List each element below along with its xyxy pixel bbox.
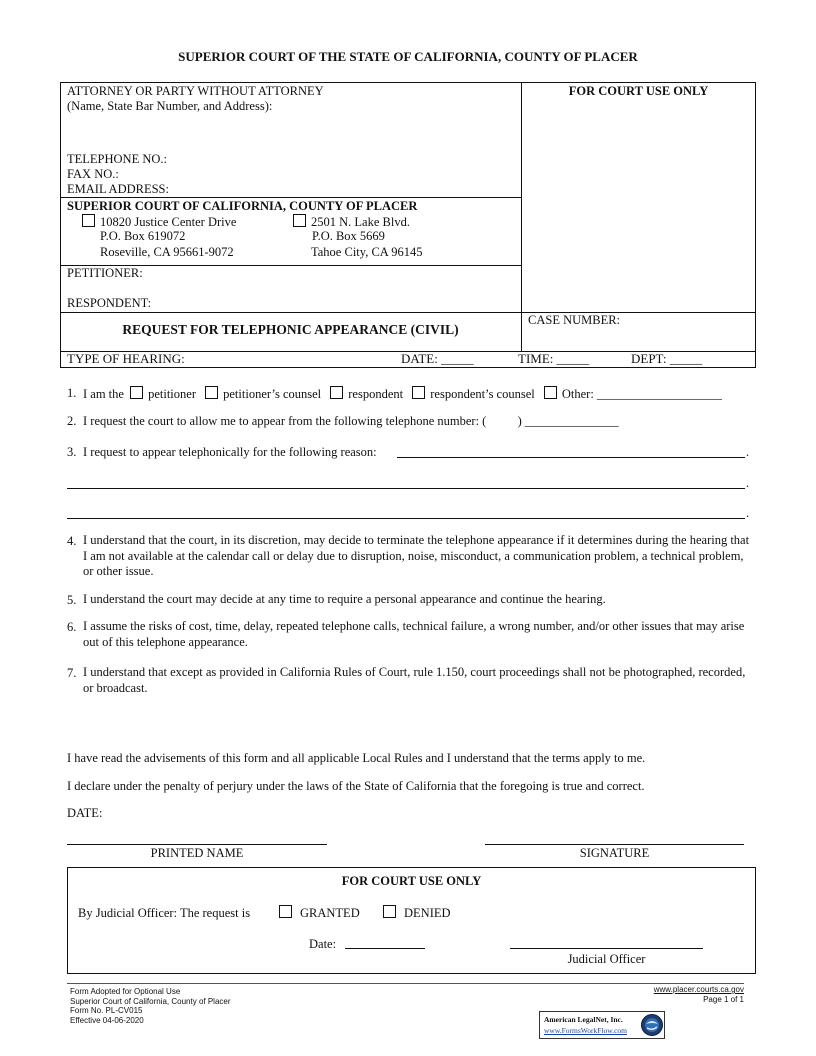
item-5-number: 5. bbox=[67, 593, 77, 607]
item-2-text: I request the court to allow me to appear from the following telephone number: ( ) _______________ bbox=[83, 414, 619, 428]
item-1-lead: I am the bbox=[83, 387, 124, 401]
legalnet-logo[interactable] bbox=[539, 1011, 665, 1039]
petitioner-option: petitioner bbox=[148, 387, 196, 401]
item-4-text: I understand that the court, in its discretion, may decide to terminate the telephone appearance if it determines during the hearing that I am not available at the calendar call or delay due to disruption, noise, misconduct, a communication problem, a technical problem, or other issue. bbox=[83, 533, 750, 578]
hearing-time-label: TIME: _____ bbox=[518, 351, 590, 366]
item-3-text: I request to appear telephonically for the following reason: bbox=[83, 445, 377, 459]
court-name: SUPERIOR COURT OF CALIFORNIA, COUNTY OF PLACER bbox=[67, 199, 418, 213]
item-6-text: I assume the risks of cost, time, delay, repeated telephone calls, technical failure, a wrong number, and/or other issues that may arise out of this telephone appearance. bbox=[83, 619, 745, 649]
reason-line-3[interactable] bbox=[67, 518, 745, 519]
printed-name-label: PRINTED NAME bbox=[150, 846, 244, 860]
printed-name-line[interactable] bbox=[67, 844, 327, 845]
form-title: REQUEST FOR TELEPHONIC APPEARANCE (CIVIL) bbox=[122, 322, 459, 337]
loc2-line3: Tahoe City, CA 96145 bbox=[311, 245, 423, 259]
denied-checkbox[interactable] bbox=[383, 905, 396, 918]
logo-url: www.FormsWorkFlow.com bbox=[544, 1026, 628, 1035]
reason-line-2[interactable] bbox=[67, 488, 745, 489]
item-2-number: 2. bbox=[67, 414, 77, 428]
item-5-text: I understand the court may decide at any time to require a personal appearance and continue the hearing. bbox=[83, 592, 606, 606]
granted-label: GRANTED bbox=[300, 906, 360, 920]
roseville-checkbox[interactable] bbox=[82, 214, 95, 227]
petitioner-label: PETITIONER: bbox=[67, 266, 143, 280]
judicial-officer-line[interactable] bbox=[510, 948, 703, 949]
respondent-counsel-option: respondent’s counsel bbox=[430, 387, 535, 401]
declaration-line-2: I declare under the penalty of perjury under the laws of the State of California that the foregoing is true and correct. bbox=[67, 779, 645, 793]
respondent-label: RESPONDENT: bbox=[67, 296, 152, 310]
page-title: SUPERIOR COURT OF THE STATE OF CALIFORNIA, COUNTY OF PLACER bbox=[178, 49, 638, 64]
footer-effective: Effective 04-06-2020 bbox=[70, 1015, 144, 1025]
footer-right bbox=[600, 985, 744, 1004]
footer-page: Page 1 of 1 bbox=[703, 994, 744, 1004]
loc2-line1: 2501 N. Lake Blvd. bbox=[311, 215, 410, 229]
judicial-officer-label: Judicial Officer bbox=[567, 952, 646, 966]
email-label: EMAIL ADDRESS: bbox=[67, 182, 169, 196]
loc1-line1: 10820 Justice Center Drive bbox=[100, 215, 237, 229]
attorney-sub-label: (Name, State Bar Number, and Address): bbox=[67, 99, 273, 113]
tahoe-checkbox[interactable] bbox=[293, 214, 306, 227]
globe-icon bbox=[640, 1013, 664, 1037]
petitioner-checkbox[interactable] bbox=[130, 386, 143, 399]
item-7-text: I understand that except as provided in California Rules of Court, rule 1.150, court proceedings shall not be photographed, recorded, or broadcast. bbox=[83, 665, 746, 695]
court-use-only-label: FOR COURT USE ONLY bbox=[568, 84, 709, 98]
telephone-label: TELEPHONE NO.: bbox=[67, 152, 167, 166]
respondent-checkbox[interactable] bbox=[330, 386, 343, 399]
signature-line[interactable] bbox=[485, 844, 744, 845]
logo-company: American LegalNet, Inc. bbox=[544, 1015, 623, 1024]
footer-form-no: Form No. PL-CV015 bbox=[70, 1006, 143, 1015]
footer-court: Superior Court of California, County of Placer bbox=[70, 996, 231, 1006]
hearing-date-label: DATE: _____ bbox=[401, 351, 474, 366]
judicial-officer-request-label: By Judicial Officer: The request is bbox=[78, 906, 251, 920]
item-1-number: 1. bbox=[67, 386, 77, 400]
court-date-line[interactable] bbox=[345, 948, 425, 949]
declaration-date-label: DATE: bbox=[67, 806, 103, 820]
loc1-line3: Roseville, CA 95661-9072 bbox=[100, 245, 234, 259]
granted-checkbox[interactable] bbox=[279, 905, 292, 918]
hearing-dept-label: DEPT: _____ bbox=[631, 351, 703, 366]
item-4-number: 4. bbox=[67, 534, 77, 548]
item-6-number: 6. bbox=[67, 620, 77, 634]
reason-line-1[interactable] bbox=[397, 457, 745, 458]
respondent-option: respondent bbox=[348, 387, 404, 401]
respondent-counsel-checkbox[interactable] bbox=[412, 386, 425, 399]
attorney-label: ATTORNEY OR PARTY WITHOUT ATTORNEY bbox=[67, 84, 324, 98]
other-checkbox[interactable] bbox=[544, 386, 557, 399]
footer-url[interactable]: www.placer.courts.ca.gov bbox=[653, 985, 744, 994]
petitioner-counsel-option: petitioner’s counsel bbox=[223, 387, 322, 401]
fax-label: FAX NO.: bbox=[67, 167, 119, 181]
hearing-type-label: TYPE OF HEARING: bbox=[67, 351, 185, 366]
footer-left bbox=[70, 987, 231, 1025]
case-number-label: CASE NUMBER: bbox=[528, 313, 621, 327]
declaration-line-1: I have read the advisements of this form and all applicable Local Rules and I understand that the terms apply to me. bbox=[67, 751, 646, 765]
denied-label: DENIED bbox=[404, 906, 451, 920]
court-date-label: Date: bbox=[309, 937, 337, 951]
other-option: Other: ____________________ bbox=[561, 387, 722, 401]
signature-label: SIGNATURE bbox=[579, 846, 650, 860]
petitioner-counsel-checkbox[interactable] bbox=[205, 386, 218, 399]
loc1-line2: P.O. Box 619072 bbox=[100, 229, 186, 243]
item-1 bbox=[83, 386, 722, 402]
footer-form-adopted: Form Adopted for Optional Use bbox=[70, 987, 181, 996]
loc2-line2: P.O. Box 5669 bbox=[312, 229, 385, 243]
item-7-number: 7. bbox=[67, 666, 77, 680]
item-3-number: 3. bbox=[67, 445, 77, 459]
court-box-title: FOR COURT USE ONLY bbox=[341, 874, 482, 888]
